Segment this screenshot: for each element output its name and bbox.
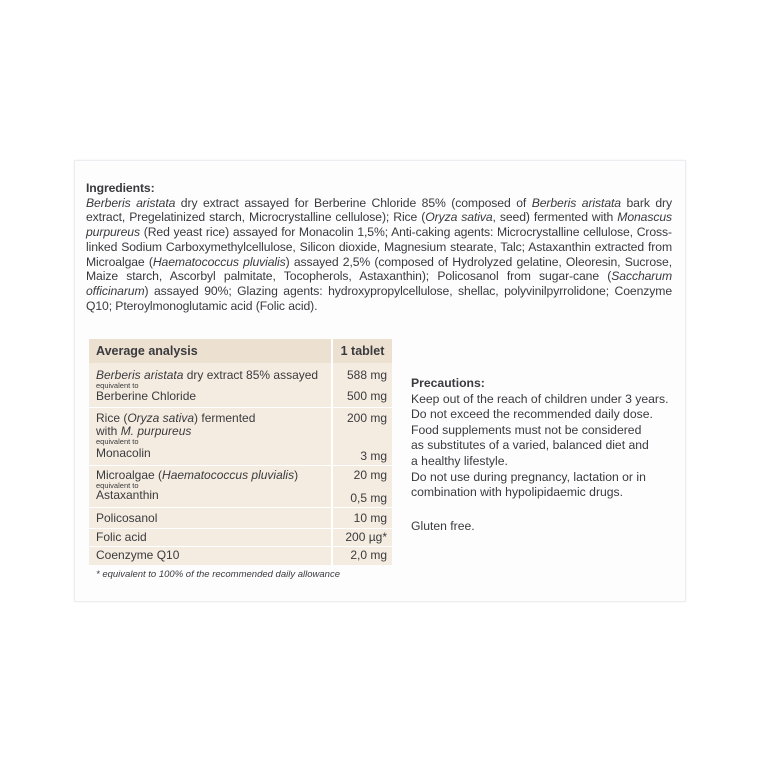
latin-name: Haematococcus pluvialis	[152, 254, 286, 269]
precaution-line: Do not exceed the recommended daily dose.	[411, 407, 653, 422]
ingredients-heading: Ingredients:	[86, 181, 155, 195]
latin-name: M. purpureus	[120, 424, 192, 438]
ingredients-fragment: ) assayed 2,5% (composed of Hydrolyzed gelatine, Oleoresin, Sucrose, Maize starch, Ascorbyl palmitate, Tocopherols, Astaxanthin); Policosanol from sugar-cane (	[86, 254, 673, 284]
row-text: with	[96, 424, 121, 438]
row-astaxanthin-label: Astaxanthin	[96, 488, 159, 502]
row-text: Microalgae (	[96, 468, 163, 482]
latin-name: Berberis aristata	[86, 195, 176, 210]
row-divider	[89, 528, 392, 529]
row-text: )	[294, 468, 299, 482]
precaution-line: as substitutes of a varied, balanced diet and	[411, 438, 649, 453]
latin-name: Haematococcus pluvialis	[162, 468, 295, 482]
row-folic-acid-value: 200 µg*	[345, 530, 387, 544]
ingredients-fragment: ) assayed 90%; Glazing agents: hydroxypropylcellulose, shellac, polyvinilpyrrolidone; Coenzyme Q10; Pteroylmonoglutamic acid (Folic acid).	[86, 283, 672, 313]
row-berberis-value: 588 mg	[346, 368, 387, 382]
header-label: Average analysis	[96, 344, 198, 358]
row-text: ) fermented	[194, 411, 256, 425]
precaution-line: combination with hypolipidaemic drugs.	[411, 485, 624, 500]
row-berberine-chloride-label: Berberine Chloride	[96, 389, 197, 403]
row-coenzyme-value: 2,0 mg	[350, 548, 387, 562]
precaution-line: a healthy lifestyle.	[411, 453, 508, 468]
ingredients-fragment: (Red yeast rice) assayed for Monacolin 1,5%; Anti-caking agents: Microcrystalline cellulose, Cross-linked Sodium Carboxymethylcellulose, Silicon dioxide, Magnesium stearate, Talc; Astaxanthin extracted from Microalgae (	[86, 225, 672, 269]
ingredients-fragment: , seed) fermented with	[492, 210, 618, 225]
row-divider	[89, 546, 392, 547]
precaution-line: Food supplements must not be considered	[411, 422, 642, 437]
latin-name: Saccharum officinarum	[86, 269, 672, 298]
equivalent-note: equivalent to	[96, 437, 139, 446]
row-text: dry extract 85% assayed	[183, 368, 319, 382]
latin-name: Berberis aristata	[96, 368, 184, 382]
row-divider	[89, 465, 392, 466]
row-monacolin-label: Monacolin	[96, 446, 151, 460]
ingredients-fragment: bark dry extract, Pregelatinized starch, Microcrystalline cellulose); Rice (	[86, 195, 672, 225]
equivalent-note: equivalent to	[96, 481, 139, 490]
precautions-title: Precautions:	[411, 376, 485, 390]
row-folic-acid-label: Folic acid	[96, 530, 147, 544]
row-divider	[89, 407, 392, 408]
row-astaxanthin-value: 0,5 mg	[350, 491, 387, 505]
precaution-line: Do not use during pregnancy, lactation or in	[411, 469, 646, 484]
row-coenzyme-label: Coenzyme Q10	[96, 548, 180, 562]
ingredients-text	[86, 196, 672, 313]
precaution-line: Keep out of the reach of children under 3 years.	[411, 391, 669, 406]
ingredients-section	[86, 181, 672, 313]
row-text: Rice (	[96, 411, 128, 425]
row-microalgae-value: 20 mg	[353, 468, 387, 482]
latin-name: Oryza sativa	[127, 411, 195, 425]
precautions-section	[411, 376, 681, 501]
latin-name: Berberis aristata	[531, 195, 621, 210]
row-berberine-chloride-value: 500 mg	[346, 389, 387, 403]
header-per-tablet: 1 tablet	[340, 344, 385, 358]
row-monacolin-value: 3 mg	[360, 449, 387, 463]
equivalent-note: equivalent to	[96, 381, 139, 390]
row-policosanol-label: Policosanol	[96, 511, 158, 525]
row-divider	[89, 507, 392, 508]
average-analysis-table	[89, 339, 392, 565]
latin-name: Oryza sativa	[425, 210, 493, 225]
row-rice-value: 200 mg	[346, 411, 387, 425]
row-policosanol-value: 10 mg	[353, 511, 387, 525]
footnote: * equivalent to 100% of the recommended daily allowance	[96, 569, 340, 580]
latin-name: Monascus purpureus	[86, 210, 673, 240]
gluten-free-note: Gluten free.	[411, 519, 475, 533]
ingredients-fragment: dry extract assayed for Berberine Chloride 85% (composed of	[175, 195, 532, 210]
